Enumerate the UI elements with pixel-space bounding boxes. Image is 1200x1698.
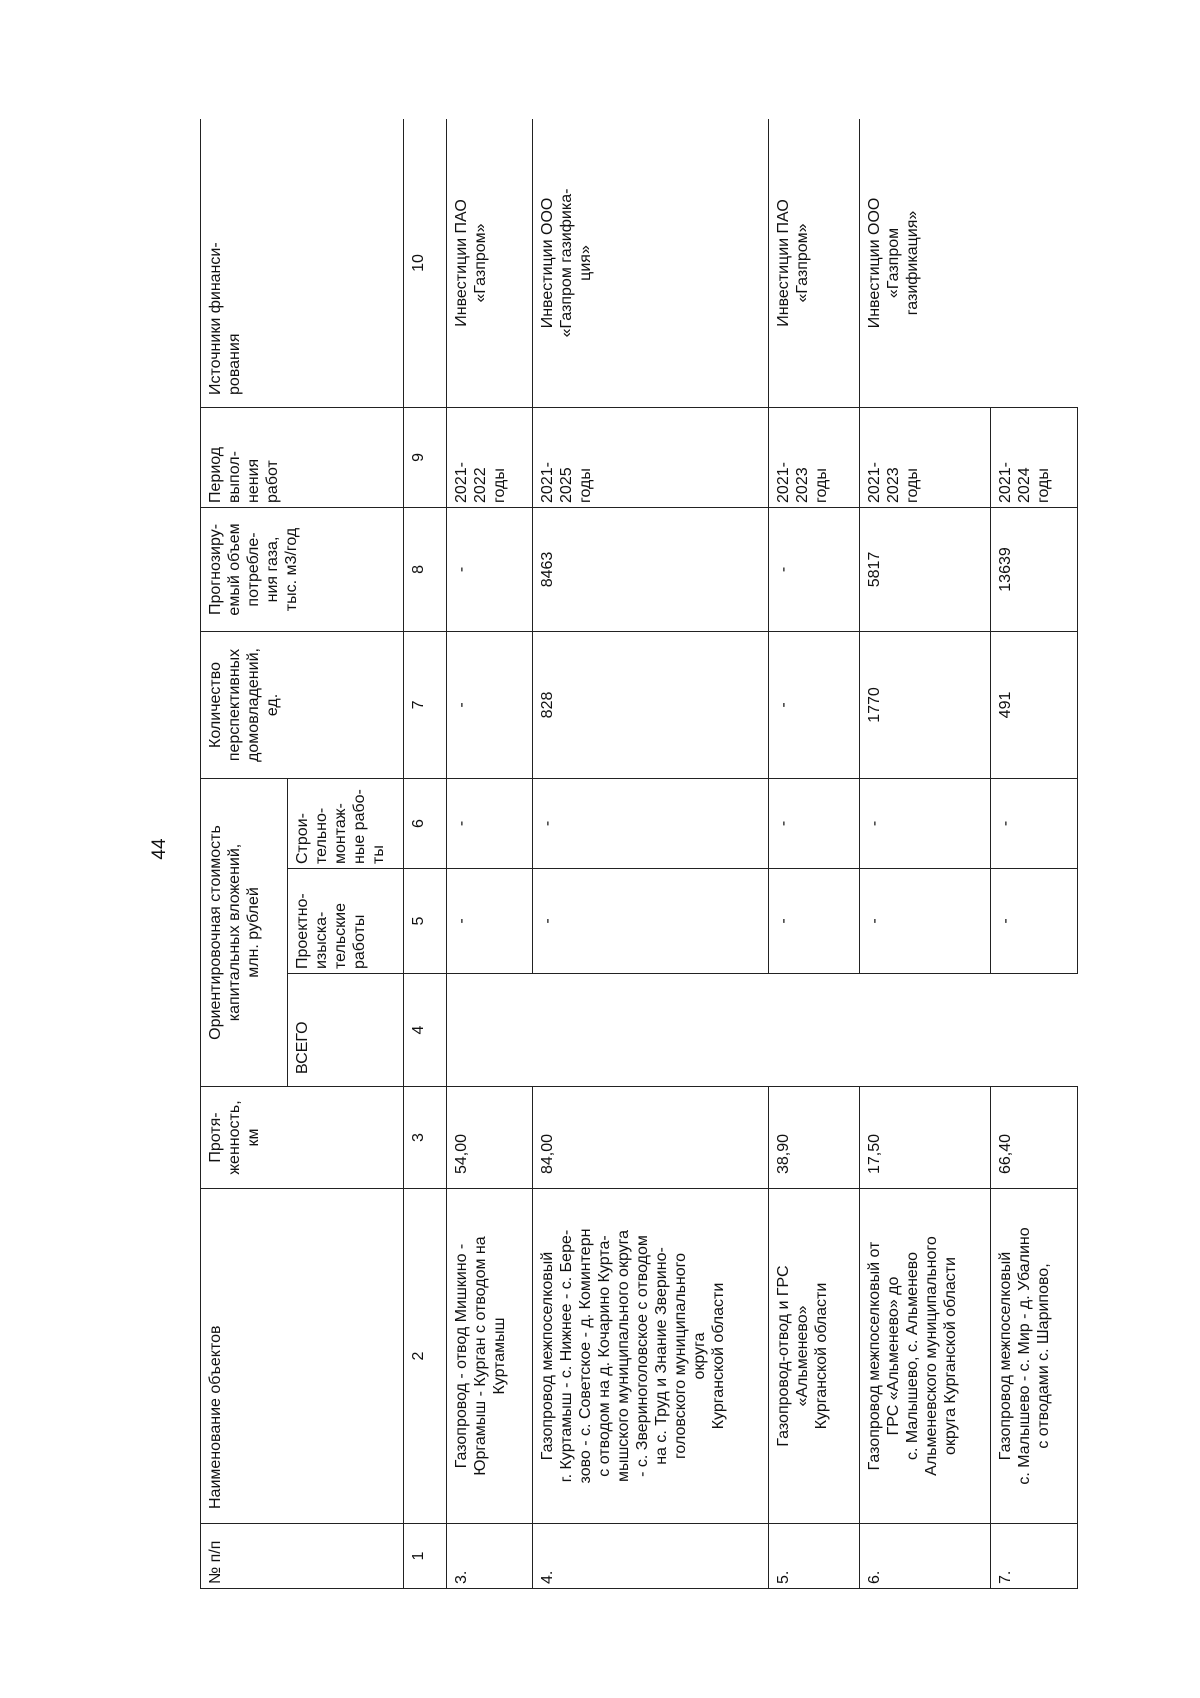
row-num: 5. <box>769 1524 860 1589</box>
header-period: Период выпол- нения работ <box>201 407 404 507</box>
row-source: Инвестиции ООО «Газпром газифика- ция» <box>533 119 769 407</box>
column-number: 4 <box>404 974 447 1087</box>
row-num: 7. <box>991 1524 1078 1589</box>
row-volume: - <box>447 507 533 631</box>
column-number: 8 <box>404 507 447 631</box>
header-row-1 <box>201 119 288 1589</box>
row-design: - <box>769 869 860 974</box>
row-length: 17,50 <box>860 1087 991 1189</box>
rotated-table-container <box>200 119 1145 1589</box>
header-source: Источники финанси- рования <box>201 119 404 407</box>
row-num: 3. <box>447 1524 533 1589</box>
header-volume: Прогнозиру- емый объем потребле- ния газа, тыс. м3/год <box>201 507 404 631</box>
table-row <box>769 119 860 1589</box>
investment-table <box>200 119 1078 1589</box>
row-length: 38,90 <box>769 1087 860 1189</box>
row-period: 2021- 2022 годы <box>447 407 533 507</box>
row-length: 66,40 <box>991 1087 1078 1189</box>
column-number: 7 <box>404 631 447 778</box>
header-num: № п/п <box>201 1524 404 1589</box>
column-number-row <box>404 119 447 1589</box>
row-design: - <box>533 869 769 974</box>
row-volume: 13639 <box>991 507 1078 631</box>
row-period: 2021- 2023 годы <box>860 407 991 507</box>
row-length: 84,00 <box>533 1087 769 1189</box>
row-name: Газопровод - отвод Мишкино - Юргамыш - Курган с отводом на Куртамыш <box>447 1189 533 1524</box>
row-source: Инвестиции ПАО «Газпром» <box>447 119 533 407</box>
column-number: 3 <box>404 1087 447 1189</box>
row-construction: - <box>447 778 533 868</box>
column-number: 6 <box>404 778 447 868</box>
row-construction: - <box>991 778 1078 868</box>
row-design: - <box>447 869 533 974</box>
row-period: 2021- 2023 годы <box>769 407 860 507</box>
row-name: Газопровод межпоселковый с. Малышево - с. Мир - д. Убалино с отводами с. Шарипово, <box>991 1189 1078 1524</box>
header-design: Проектно- изыска- тельские работы <box>288 869 404 974</box>
header-length: Протя- женность, км <box>201 1087 404 1189</box>
rotated-table-canvas <box>200 119 1145 1589</box>
row-volume: 8463 <box>533 507 769 631</box>
row-name: Газопровод межпоселковый от ГРС «Альменево» до с. Малышево, с. Альменево Альменевского муниципального округа Курганской области <box>860 1189 991 1524</box>
header-name: Наименование объектов <box>201 1189 404 1524</box>
row-households: 828 <box>533 631 769 778</box>
row-design: - <box>991 869 1078 974</box>
row-num: 4. <box>533 1524 769 1589</box>
column-number: 9 <box>404 407 447 507</box>
header-construction: Строи- тельно- монтаж- ные рабо- ты <box>288 778 404 868</box>
row-source: Инвестиции ПАО «Газпром» <box>769 119 860 407</box>
column-number: 2 <box>404 1189 447 1524</box>
column-number: 10 <box>404 119 447 407</box>
row-total-empty <box>447 974 1078 1087</box>
row-source: Инвестиции ООО «Газпром газификация» <box>860 119 1078 407</box>
table-row <box>447 119 533 1589</box>
header-total: ВСЕГО <box>288 974 404 1087</box>
table-row <box>533 119 769 1589</box>
row-households: 1770 <box>860 631 991 778</box>
row-households: - <box>447 631 533 778</box>
row-construction: - <box>860 778 991 868</box>
row-households: - <box>769 631 860 778</box>
row-households: 491 <box>991 631 1078 778</box>
column-number: 1 <box>404 1524 447 1589</box>
row-construction: - <box>533 778 769 868</box>
column-number: 5 <box>404 869 447 974</box>
row-name: Газопровод-отвод и ГРС «Альменево» Курганской области <box>769 1189 860 1524</box>
row-period: 2021- 2024 годы <box>991 407 1078 507</box>
table-row <box>860 119 991 1589</box>
row-num: 6. <box>860 1524 991 1589</box>
row-construction: - <box>769 778 860 868</box>
row-period: 2021- 2025 годы <box>533 407 769 507</box>
page-number: 44 <box>149 838 170 860</box>
row-volume: - <box>769 507 860 631</box>
row-name: Газопровод межпоселковый г. Куртамыш - с. Нижнее - с. Бере- зово - с. Советское - д. Коминтерн с отводом на д. Кочарино Курта- мышского муниципального округа - с. Звериноголовское с отводом на с. Труд и Знание Зверино- головского муниципального округа Курганской области <box>533 1189 769 1524</box>
header-cost-group: Ориентировочная стоимость капитальных вложений, млн. рублей <box>201 778 288 1086</box>
row-design: - <box>860 869 991 974</box>
row-length: 54,00 <box>447 1087 533 1189</box>
header-households: Количество перспективных домовладений, ед. <box>201 631 404 778</box>
row-volume: 5817 <box>860 507 991 631</box>
